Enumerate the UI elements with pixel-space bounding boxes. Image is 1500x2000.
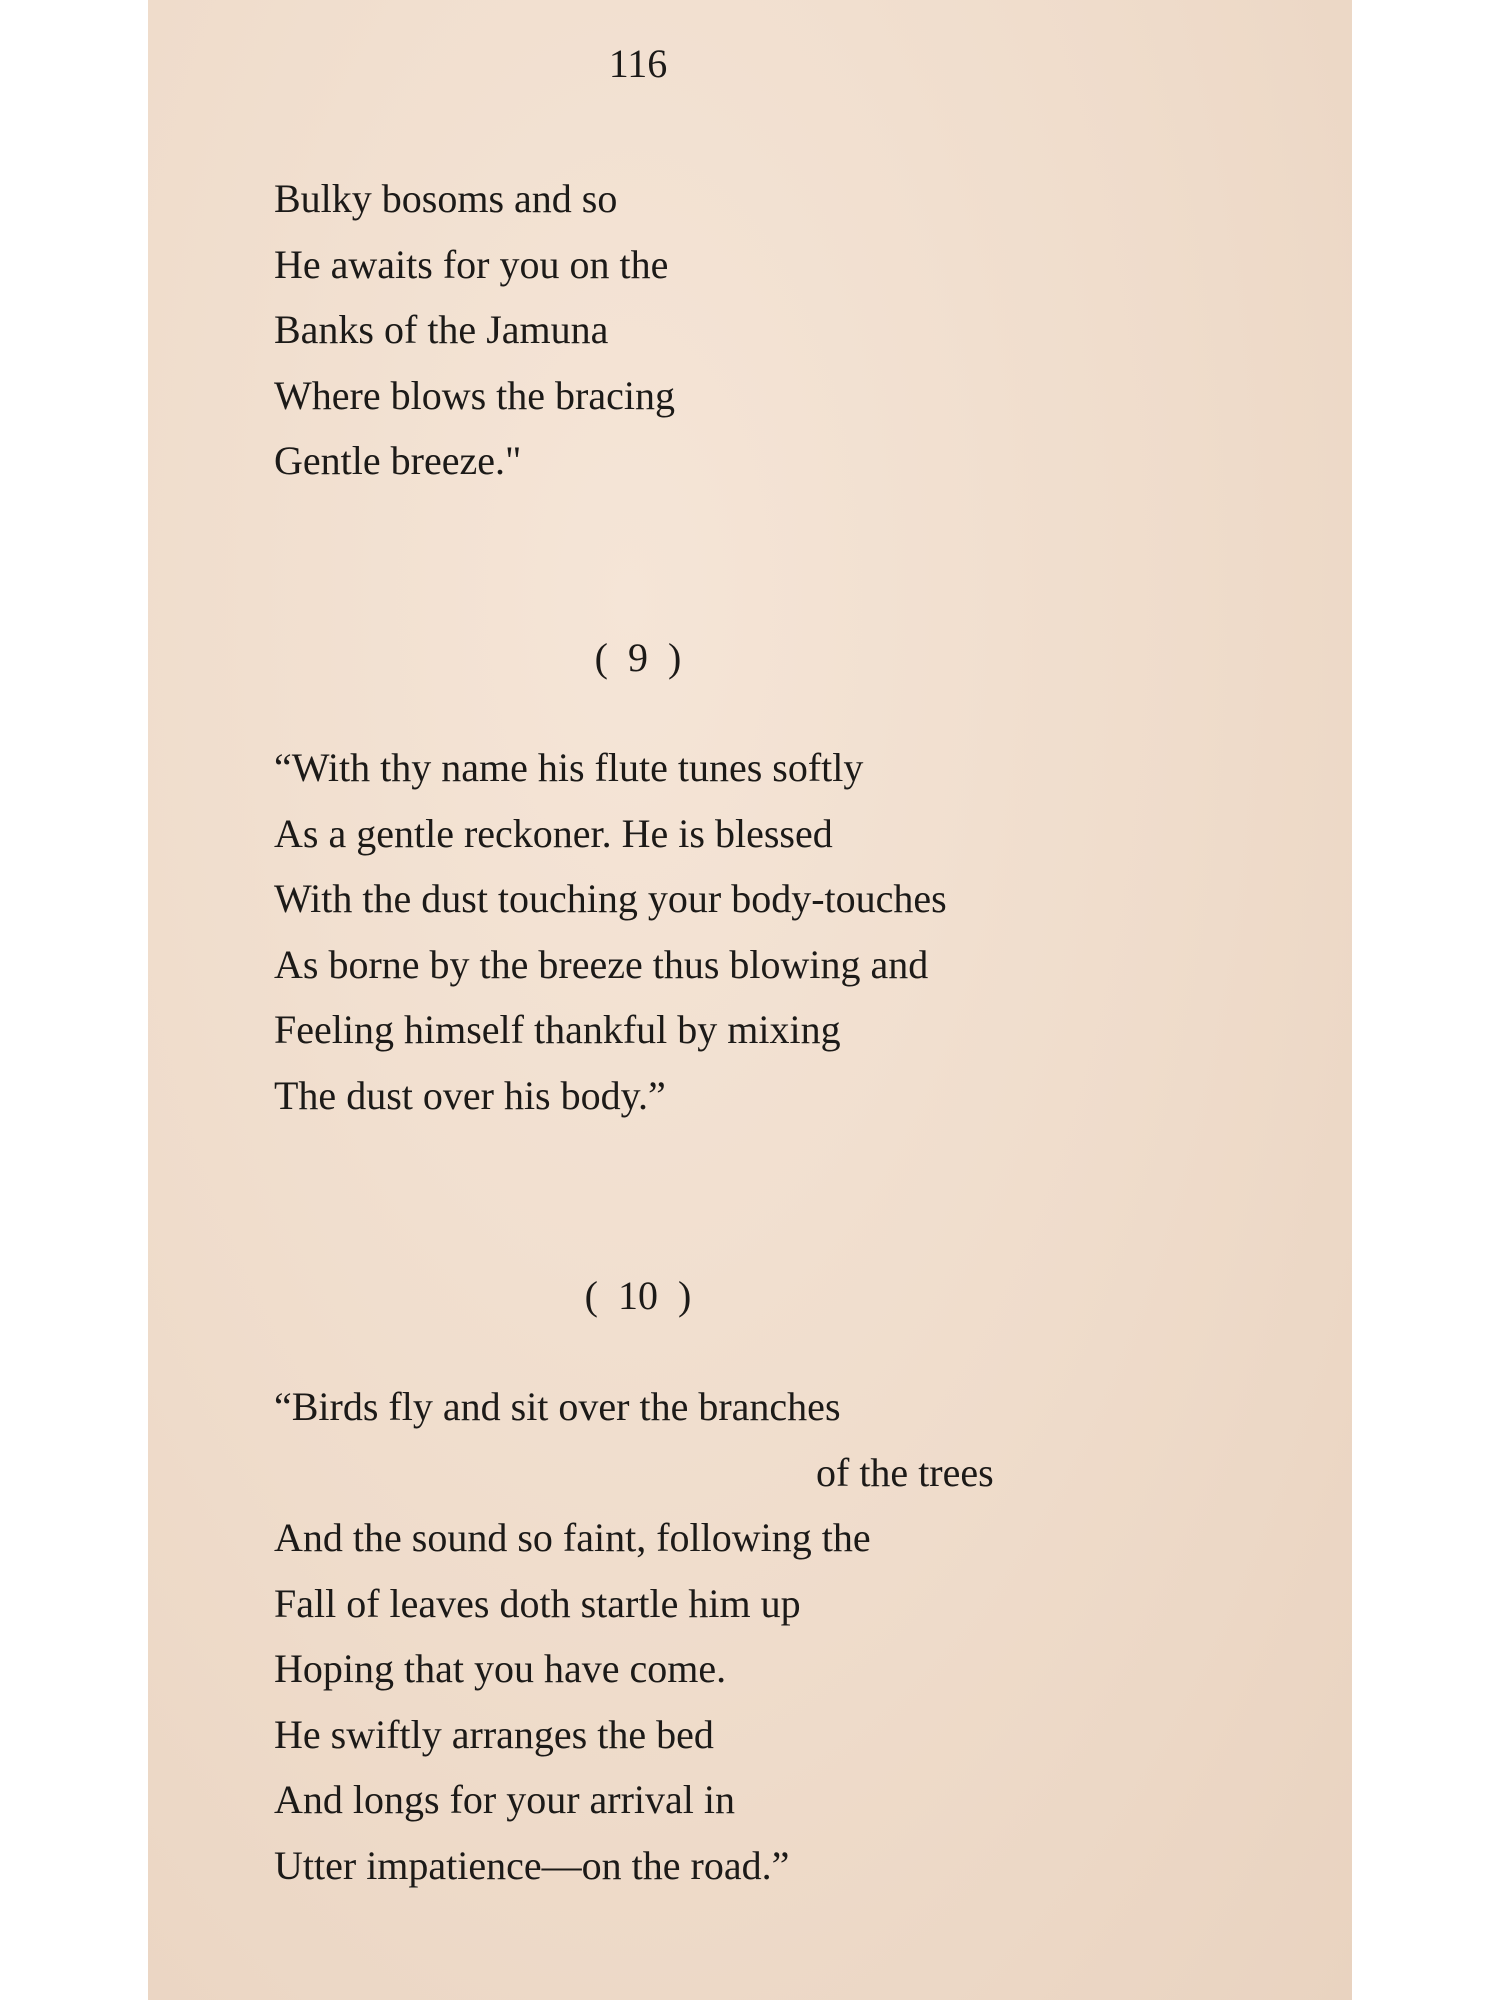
page-number: 116 [608,41,668,86]
poem-line-continuation: of the trees [816,1449,994,1495]
poem-line: And the sound so faint, following the [274,1515,871,1560]
stanza-9 [274,735,947,1128]
poem-line: He swiftly arranges the bed [274,1711,714,1757]
section-heading-9: ( 9 ) [594,635,682,680]
poem-line: “Birds fly and sit over the branches [274,1384,841,1429]
poem-line: And longs for your arrival in [274,1777,736,1822]
stanza-8-end [274,166,675,494]
poem-line: Gentle breeze." [274,438,522,483]
poem-line: Feeling himself thankful by mixing [274,1007,841,1052]
stanza-10 [274,1374,994,1898]
poem-line: As a gentle reckoner. He is blessed [274,810,833,856]
poem-line: Hoping that you have come. [274,1646,727,1691]
poem-line: Where blows the bracing [274,372,675,418]
poem-line: As borne by the breeze thus blowing and [274,941,929,987]
poem-line: Banks of the Jamuna [274,307,609,352]
poem-line: The dust over his body.” [274,1072,666,1118]
poem-line: “With thy name his flute tunes softly [274,745,864,790]
poem-line: He awaits for you on the [274,241,669,287]
poem-line: Bulky bosoms and so [274,176,618,221]
section-heading-10: ( 10 ) [584,1273,692,1318]
book-page [148,0,1352,2000]
poem-line: Utter impatience—on the road.” [274,1842,790,1888]
poem-line: With the dust touching your body-touches [274,876,947,921]
poem-line: Fall of leaves doth startle him up [274,1580,801,1626]
